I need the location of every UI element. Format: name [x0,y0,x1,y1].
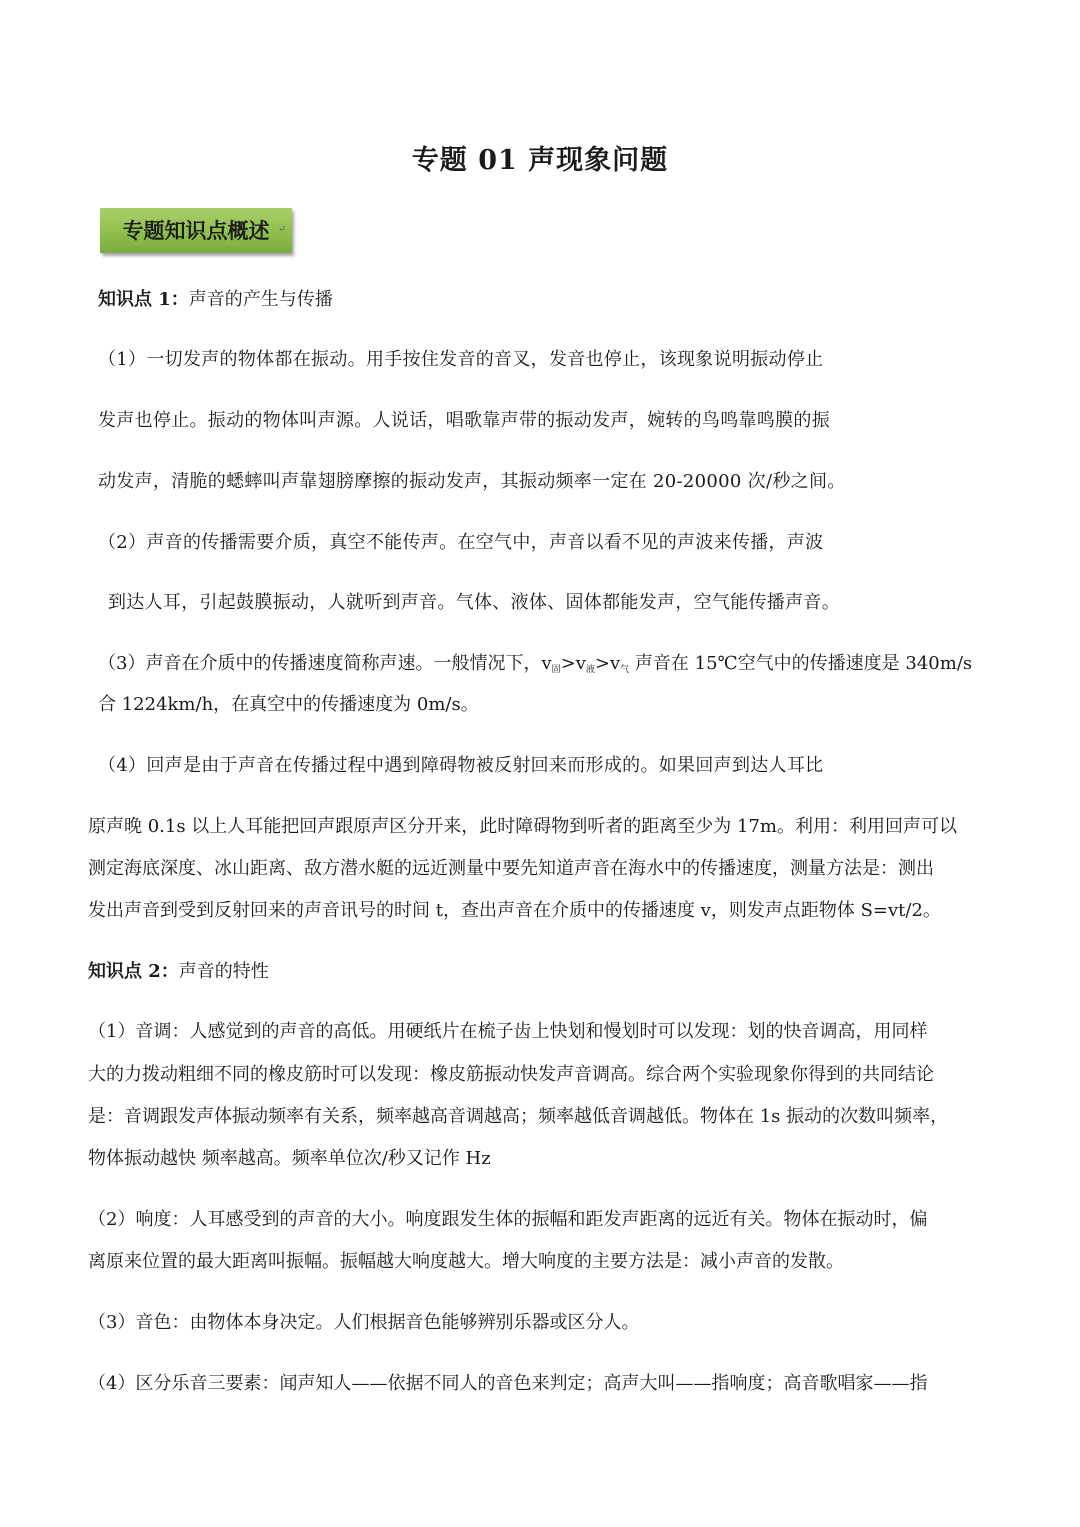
kp1-p3-text-2: >v [560,653,586,674]
kp1-p2-line-1: （2）声音的传播需要介质，真空不能传声。在空气中，声音以看不见的声波来传播，声波 [98,532,824,553]
kp1-p2-line-2: 到达人耳，引起鼓膜振动，人就听到声音。气体、液体、固体都能发声，空气能传播声音。 [108,592,840,613]
kp1-label: 知识点 1： [98,289,189,310]
kp2-p4-line-1: （4）区分乐音三要素：闻声知人——依据不同人的音色来判定；高声大叫——指响度；高音歌唱家——指 [88,1373,928,1394]
kp1-p3-text-4: 声音在 15℃空气中的传播速度是 340m/s [629,653,973,674]
page-title: 专题 01 声现象问题 [411,145,669,176]
kp1-p4-line-2: 原声晚 0.1s 以上人耳能把回声跟原声区分开来，此时障碍物到听者的距离至少为 17m。利用：利用回声可以 [88,816,957,837]
kp1-p1-line-2: 发声也停止。振动的物体叫声源。人说话，唱歌靠声带的振动发声，婉转的鸟鸣靠鸣膜的振 [98,410,830,431]
kp2-label: 知识点 2： [88,961,179,982]
kp1-p1-line-3: 动发声，清脆的蟋蟀叫声靠翅膀摩擦的振动发声，其振动频率一定在 20-20000 次/秒之间。 [98,471,846,492]
kp2-p3-line-1: （3）音色：由物体本身决定。人们根据音色能够辨别乐器或区分人。 [88,1312,640,1333]
kp1-p3-line-2: 合 1224km/h，在真空中的传播速度为 0m/s。 [98,694,479,715]
paragraph-mark: ↵ [277,224,286,235]
kp1-p4-line-1: （4）回声是由于声音在传播过程中遇到障碍物被反射回来而形成的。如果回声到达人耳比 [98,755,824,776]
kp2-title: 声音的特性 [178,961,269,982]
subscript-gas: 气 [620,665,630,675]
kp1-p1-line-1: （1）一切发声的物体都在振动。用手按住发音的音叉，发音也停止，该现象说明振动停止 [98,349,824,370]
kp2-p1-line-3: 是：音调跟发声体振动频率有关系，频率越高音调越高；频率越低音调越低。物体在 1s 振动的次数叫频率， [88,1106,949,1127]
kp2-p1-line-4: 物体振动越快 频率越高。频率单位次/秒又记作 Hz [88,1148,491,1169]
section-banner-label: 专题知识点概述 [122,218,270,243]
kp1-p3-text-3: >v [594,653,621,674]
kp1-heading [98,287,333,313]
kp2-p2-line-1: （2）响度：人耳感受到的声音的大小。响度跟发生体的振幅和距发声距离的远近有关。物体在振动时，偏 [88,1209,928,1230]
subscript-liquid: 液 [585,665,595,675]
kp1-p3-text-1: （3）声音在介质中的传播速度简称声速。一般情况下，v [98,653,552,674]
kp2-p1-line-2: 大的力拨动粗细不同的橡皮筋时可以发现：橡皮筋振动快发声音调高。综合两个实验现象你得到的共同结论 [88,1064,934,1085]
section-banner [100,208,292,253]
kp2-p1-line-1: （1）音调：人感觉到的声音的高低。用硬纸片在梳子齿上快划和慢划时可以发现：划的快音调高，用同样 [88,1021,928,1042]
kp1-title: 声音的产生与传播 [188,289,333,310]
subscript-solid: 固 [551,665,561,675]
kp1-p4-line-3: 测定海底深度、冰山距离、敌方潜水艇的远近测量中要先知道声音在海水中的传播速度，测量方法是：测出 [88,858,934,879]
kp1-p3-line-1 [98,651,972,683]
kp2-p2-line-2: 离原来位置的最大距离叫振幅。振幅越大响度越大。增大响度的主要方法是：减小声音的发散。 [88,1251,844,1272]
kp1-p4-line-4: 发出声音到受到反射回来的声音讯号的时间 t，查出声音在介质中的传播速度 v，则发声点距物体 S=vt/2。 [88,900,941,921]
kp2-heading [88,959,269,985]
